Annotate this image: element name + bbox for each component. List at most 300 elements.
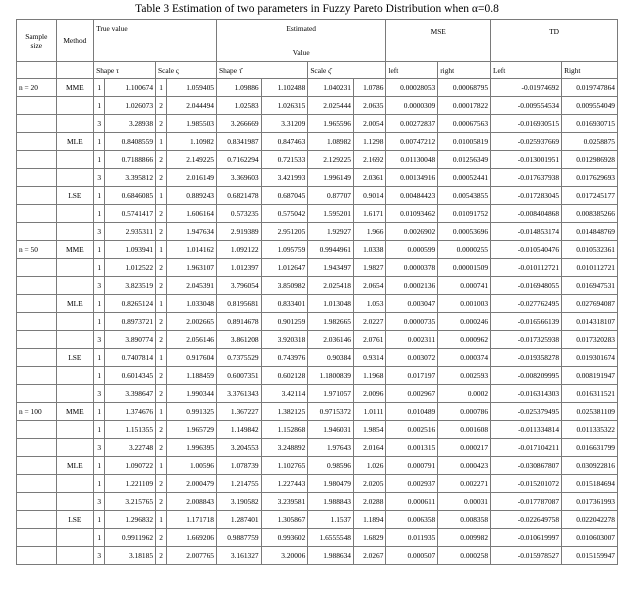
cell-est-scale-upper: 0.9014 — [353, 187, 385, 205]
cell-method — [56, 169, 94, 187]
cell-est-shape-upper: 0.993602 — [261, 529, 308, 547]
cell-scale-index: 2 — [156, 547, 167, 565]
cell-est-scale-lower: 1.965596 — [308, 115, 354, 133]
cell-true-shape: 0.8265124 — [105, 295, 156, 313]
cell-mse-left: 0.002967 — [386, 385, 438, 403]
cell-mse-left: 0.0000309 — [386, 97, 438, 115]
cell-est-scale-upper: 2.1692 — [353, 151, 385, 169]
cell-true-shape: 3.395812 — [105, 169, 156, 187]
cell-scale-index: 1 — [156, 187, 167, 205]
cell-td-right: 0.015159947 — [562, 547, 618, 565]
cell-td-left: -0.022649758 — [491, 511, 562, 529]
cell-td-left: -0.016948055 — [491, 277, 562, 295]
cell-scale-index: 2 — [156, 313, 167, 331]
table-row — [17, 223, 618, 241]
header-td-spacer — [491, 43, 618, 62]
cell-mse-left: 0.0000378 — [386, 259, 438, 277]
cell-est-shape-upper: 0.602128 — [261, 367, 308, 385]
cell-est-scale-upper: 1.966 — [353, 223, 385, 241]
cell-shape-index: 1 — [94, 295, 105, 313]
cell-est-scale-upper: 2.0227 — [353, 313, 385, 331]
header-true-value: True value — [94, 20, 217, 43]
cell-mse-right: 0.000246 — [438, 313, 491, 331]
cell-shape-index: 3 — [94, 331, 105, 349]
cell-mse-left: 0.001315 — [386, 439, 438, 457]
cell-est-scale-lower: 2.025444 — [308, 97, 354, 115]
cell-est-scale-lower: 1.97643 — [308, 439, 354, 457]
cell-est-shape-lower: 1.214755 — [216, 475, 261, 493]
cell-td-left: -0.008404868 — [491, 205, 562, 223]
cell-true-scale: 1.996395 — [167, 439, 217, 457]
sub-scale-varsigma: Scale ς — [156, 62, 217, 79]
cell-est-shape-lower: 3.190582 — [216, 493, 261, 511]
cell-method: MLE — [56, 457, 94, 475]
cell-est-shape-upper: 0.743976 — [261, 349, 308, 367]
cell-sample-size — [17, 493, 57, 511]
cell-true-scale: 1.00596 — [167, 457, 217, 475]
cell-method: MLE — [56, 133, 94, 151]
cell-est-shape-upper: 0.833401 — [261, 295, 308, 313]
cell-est-scale-upper: 2.0054 — [353, 115, 385, 133]
cell-shape-index: 1 — [94, 511, 105, 529]
cell-est-scale-lower: 1.980479 — [308, 475, 354, 493]
cell-shape-index: 1 — [94, 151, 105, 169]
cell-shape-index: 3 — [94, 385, 105, 403]
cell-est-scale-lower: 1.1800839 — [308, 367, 354, 385]
cell-est-shape-lower: 1.078739 — [216, 457, 261, 475]
cell-mse-left: 0.00747212 — [386, 133, 438, 151]
cell-mse-right: 0.00017822 — [438, 97, 491, 115]
cell-mse-right: 0.000741 — [438, 277, 491, 295]
cell-td-right: 0.008385266 — [562, 205, 618, 223]
table-row — [17, 493, 618, 511]
cell-est-shape-upper: 3.248892 — [261, 439, 308, 457]
cell-method — [56, 277, 94, 295]
cell-td-right: 0.017245177 — [562, 187, 618, 205]
cell-true-shape: 0.7407814 — [105, 349, 156, 367]
cell-sample-size — [17, 169, 57, 187]
cell-scale-index: 2 — [156, 169, 167, 187]
cell-est-scale-upper: 0.9314 — [353, 349, 385, 367]
cell-method: MLE — [56, 295, 94, 313]
table-row — [17, 97, 618, 115]
header-estimated-label: Estimated — [286, 24, 316, 33]
cell-mse-right: 0.000217 — [438, 439, 491, 457]
cell-est-scale-lower: 1.988843 — [308, 493, 354, 511]
sub-shape-tau: Shape τ — [94, 62, 156, 79]
cell-est-shape-lower: 3.161327 — [216, 547, 261, 565]
cell-td-right: 0.010112721 — [562, 259, 618, 277]
cell-td-right: 0.016947531 — [562, 277, 618, 295]
cell-est-scale-lower: 1.996149 — [308, 169, 354, 187]
sub-shape-tau-hat: Shape τ̂ — [216, 62, 307, 79]
cell-td-left: -0.014853174 — [491, 223, 562, 241]
cell-scale-index: 2 — [156, 259, 167, 277]
cell-true-shape: 1.012522 — [105, 259, 156, 277]
header-td: TD — [491, 20, 618, 43]
cell-mse-right: 0.000962 — [438, 331, 491, 349]
cell-est-shape-upper: 0.575042 — [261, 205, 308, 223]
table-row — [17, 403, 618, 421]
table-title: Table 3 Estimation of two parameters in Fuzzy Pareto Distribution when α=0.8 — [135, 3, 499, 15]
cell-mse-left: 0.002311 — [386, 331, 438, 349]
cell-td-right: 0.010532361 — [562, 241, 618, 259]
cell-scale-index: 2 — [156, 529, 167, 547]
cell-est-scale-upper: 1.9854 — [353, 421, 385, 439]
cell-method — [56, 331, 94, 349]
cell-est-shape-upper: 3.20006 — [261, 547, 308, 565]
cell-mse-right: 0.01005819 — [438, 133, 491, 151]
cell-scale-index: 2 — [156, 331, 167, 349]
cell-sample-size — [17, 313, 57, 331]
cell-td-left: -0.030867807 — [491, 457, 562, 475]
cell-est-shape-upper: 0.721533 — [261, 151, 308, 169]
cell-td-left: -0.013001951 — [491, 151, 562, 169]
cell-shape-index: 1 — [94, 97, 105, 115]
cell-method — [56, 367, 94, 385]
cell-est-scale-upper: 2.0654 — [353, 277, 385, 295]
table-body — [17, 79, 618, 565]
cell-sample-size — [17, 331, 57, 349]
cell-true-scale: 2.016149 — [167, 169, 217, 187]
cell-shape-index: 1 — [94, 475, 105, 493]
cell-mse-right: 0.00053696 — [438, 223, 491, 241]
cell-true-shape: 0.5741417 — [105, 205, 156, 223]
cell-method — [56, 421, 94, 439]
cell-td-right: 0.025381109 — [562, 403, 618, 421]
sub-method — [56, 62, 94, 79]
table-row — [17, 259, 618, 277]
cell-mse-left: 0.0026902 — [386, 223, 438, 241]
cell-sample-size — [17, 223, 57, 241]
cell-mse-right: 0.002271 — [438, 475, 491, 493]
cell-sample-size — [17, 439, 57, 457]
cell-td-left: -0.025937669 — [491, 133, 562, 151]
header-sample-size: Sample size — [17, 20, 57, 62]
cell-est-shape-lower: 1.149842 — [216, 421, 261, 439]
cell-est-shape-upper: 3.421993 — [261, 169, 308, 187]
cell-true-shape: 0.6846085 — [105, 187, 156, 205]
cell-est-shape-lower: 0.8341987 — [216, 133, 261, 151]
cell-sample-size — [17, 547, 57, 565]
cell-td-right: 0.016631799 — [562, 439, 618, 457]
table-row — [17, 313, 618, 331]
cell-sample-size — [17, 97, 57, 115]
cell-mse-right: 0.000423 — [438, 457, 491, 475]
cell-est-scale-lower: 0.9944961 — [308, 241, 354, 259]
table-row — [17, 367, 618, 385]
cell-est-scale-upper: 2.0096 — [353, 385, 385, 403]
header-estimated — [216, 20, 385, 43]
cell-sample-size — [17, 205, 57, 223]
cell-est-shape-upper: 3.42114 — [261, 385, 308, 403]
cell-est-scale-upper: 1.026 — [353, 457, 385, 475]
cell-scale-index: 2 — [156, 223, 167, 241]
cell-true-shape: 1.374676 — [105, 403, 156, 421]
cell-td-right: 0.022042278 — [562, 511, 618, 529]
cell-td-left: -0.010540476 — [491, 241, 562, 259]
cell-est-scale-lower: 1.1537 — [308, 511, 354, 529]
cell-true-scale: 2.008843 — [167, 493, 217, 511]
cell-true-scale: 1.014162 — [167, 241, 217, 259]
cell-true-scale: 2.000479 — [167, 475, 217, 493]
cell-est-scale-lower: 1.971057 — [308, 385, 354, 403]
cell-true-scale: 2.149225 — [167, 151, 217, 169]
header-value: Value — [216, 43, 385, 62]
cell-td-left: -0.008209995 — [491, 367, 562, 385]
cell-true-scale: 1.033048 — [167, 295, 217, 313]
cell-est-scale-lower: 2.129225 — [308, 151, 354, 169]
cell-est-scale-lower: 1.946031 — [308, 421, 354, 439]
cell-td-left: -0.016566139 — [491, 313, 562, 331]
cell-mse-left: 0.0002136 — [386, 277, 438, 295]
cell-mse-left: 0.000791 — [386, 457, 438, 475]
header-mse: MSE — [386, 20, 491, 43]
cell-est-scale-upper: 1.0786 — [353, 79, 385, 97]
cell-true-scale: 1.10982 — [167, 133, 217, 151]
cell-shape-index: 1 — [94, 313, 105, 331]
cell-sample-size — [17, 457, 57, 475]
cell-est-scale-lower: 2.025418 — [308, 277, 354, 295]
cell-shape-index: 1 — [94, 457, 105, 475]
cell-true-scale: 0.889243 — [167, 187, 217, 205]
cell-true-scale: 0.991325 — [167, 403, 217, 421]
cell-true-scale: 2.007765 — [167, 547, 217, 565]
cell-est-shape-lower: 3.3761343 — [216, 385, 261, 403]
cell-est-shape-upper: 0.901259 — [261, 313, 308, 331]
cell-sample-size — [17, 349, 57, 367]
cell-scale-index: 1 — [156, 403, 167, 421]
cell-mse-right: 0.00031 — [438, 493, 491, 511]
cell-mse-left: 0.006358 — [386, 511, 438, 529]
table-row — [17, 331, 618, 349]
cell-shape-index: 1 — [94, 79, 105, 97]
cell-sample-size — [17, 511, 57, 529]
cell-td-left: -0.010619997 — [491, 529, 562, 547]
cell-true-shape: 3.28938 — [105, 115, 156, 133]
cell-scale-index: 2 — [156, 439, 167, 457]
cell-scale-index: 2 — [156, 493, 167, 511]
cell-method — [56, 439, 94, 457]
cell-mse-left: 0.00484423 — [386, 187, 438, 205]
cell-td-left: -0.027762495 — [491, 295, 562, 313]
cell-mse-left: 0.00272837 — [386, 115, 438, 133]
cell-shape-index: 1 — [94, 349, 105, 367]
sub-sample-size — [17, 62, 57, 79]
cell-td-right: 0.019747864 — [562, 79, 618, 97]
cell-scale-index: 2 — [156, 367, 167, 385]
cell-td-left: -0.015201072 — [491, 475, 562, 493]
table-row — [17, 169, 618, 187]
cell-scale-index: 1 — [156, 457, 167, 475]
cell-est-shape-upper: 1.227443 — [261, 475, 308, 493]
cell-td-right: 0.027694087 — [562, 295, 618, 313]
table-row — [17, 529, 618, 547]
table-row — [17, 79, 618, 97]
cell-method: MME — [56, 79, 94, 97]
cell-shape-index: 3 — [94, 223, 105, 241]
cell-scale-index: 1 — [156, 79, 167, 97]
cell-true-shape: 0.7188866 — [105, 151, 156, 169]
cell-est-scale-lower: 1.943497 — [308, 259, 354, 277]
cell-est-shape-lower: 0.8914678 — [216, 313, 261, 331]
cell-method — [56, 151, 94, 169]
table-row — [17, 241, 618, 259]
cell-td-left: -0.016930515 — [491, 115, 562, 133]
cell-mse-right: 0.00543855 — [438, 187, 491, 205]
cell-est-shape-lower: 1.012397 — [216, 259, 261, 277]
cell-true-shape: 3.18185 — [105, 547, 156, 565]
cell-method — [56, 529, 94, 547]
cell-mse-right: 0.001608 — [438, 421, 491, 439]
cell-td-left: -0.01974692 — [491, 79, 562, 97]
cell-method: LSE — [56, 511, 94, 529]
cell-true-shape: 1.026073 — [105, 97, 156, 115]
cell-est-shape-upper: 1.095759 — [261, 241, 308, 259]
table-row — [17, 349, 618, 367]
cell-mse-right: 0.000786 — [438, 403, 491, 421]
cell-mse-right: 0.00068795 — [438, 79, 491, 97]
cell-mse-right: 0.0002 — [438, 385, 491, 403]
cell-mse-left: 0.000599 — [386, 241, 438, 259]
header-mse-spacer — [386, 43, 491, 62]
cell-sample-size — [17, 151, 57, 169]
cell-mse-left: 0.010489 — [386, 403, 438, 421]
cell-est-scale-upper: 2.0761 — [353, 331, 385, 349]
cell-sample-size — [17, 259, 57, 277]
cell-shape-index: 1 — [94, 259, 105, 277]
cell-method — [56, 313, 94, 331]
cell-mse-left: 0.003072 — [386, 349, 438, 367]
header-row-sub — [17, 62, 618, 79]
cell-shape-index: 3 — [94, 277, 105, 295]
sub-td-right: Right — [562, 62, 618, 79]
cell-shape-index: 1 — [94, 367, 105, 385]
cell-est-scale-upper: 1.6829 — [353, 529, 385, 547]
cell-mse-left: 0.00028053 — [386, 79, 438, 97]
cell-est-scale-upper: 1.6171 — [353, 205, 385, 223]
cell-true-scale: 2.002665 — [167, 313, 217, 331]
cell-est-shape-upper: 1.152868 — [261, 421, 308, 439]
cell-true-scale: 1.669206 — [167, 529, 217, 547]
header-method: Method — [56, 20, 94, 62]
cell-td-right: 0.008191947 — [562, 367, 618, 385]
cell-method: LSE — [56, 187, 94, 205]
cell-mse-right: 0.000258 — [438, 547, 491, 565]
table-row — [17, 295, 618, 313]
cell-est-shape-lower: 1.287401 — [216, 511, 261, 529]
cell-mse-left: 0.003047 — [386, 295, 438, 313]
cell-est-shape-upper: 1.305867 — [261, 511, 308, 529]
cell-est-scale-upper: 2.0288 — [353, 493, 385, 511]
cell-est-scale-lower: 1.982665 — [308, 313, 354, 331]
cell-est-scale-lower: 1.595201 — [308, 205, 354, 223]
sub-td-left: Left — [491, 62, 562, 79]
cell-true-scale: 1.606164 — [167, 205, 217, 223]
cell-sample-size — [17, 295, 57, 313]
cell-shape-index: 1 — [94, 187, 105, 205]
cell-sample-size — [17, 277, 57, 295]
cell-mse-left: 0.011935 — [386, 529, 438, 547]
cell-shape-index: 3 — [94, 169, 105, 187]
cell-true-shape: 1.093941 — [105, 241, 156, 259]
cell-scale-index: 2 — [156, 97, 167, 115]
cell-est-shape-upper: 0.687045 — [261, 187, 308, 205]
cell-true-scale: 1.171718 — [167, 511, 217, 529]
cell-mse-right: 0.001003 — [438, 295, 491, 313]
cell-mse-left: 0.00134916 — [386, 169, 438, 187]
cell-sample-size — [17, 475, 57, 493]
cell-est-scale-upper: 2.0635 — [353, 97, 385, 115]
cell-true-scale: 1.059405 — [167, 79, 217, 97]
cell-est-scale-upper: 2.0361 — [353, 169, 385, 187]
cell-td-right: 0.017629693 — [562, 169, 618, 187]
cell-td-right: 0.010603007 — [562, 529, 618, 547]
cell-est-shape-lower: 3.861208 — [216, 331, 261, 349]
cell-td-left: -0.017637938 — [491, 169, 562, 187]
cell-est-scale-upper: 1.1894 — [353, 511, 385, 529]
cell-true-shape: 3.22748 — [105, 439, 156, 457]
cell-sample-size — [17, 367, 57, 385]
cell-td-right: 0.0258875 — [562, 133, 618, 151]
cell-sample-size — [17, 385, 57, 403]
cell-td-left: -0.011334814 — [491, 421, 562, 439]
cell-est-shape-lower: 0.9887759 — [216, 529, 261, 547]
cell-method — [56, 115, 94, 133]
cell-td-left: -0.016314303 — [491, 385, 562, 403]
cell-td-left: -0.017283045 — [491, 187, 562, 205]
cell-est-scale-lower: 0.87707 — [308, 187, 354, 205]
cell-est-shape-lower: 3.204553 — [216, 439, 261, 457]
cell-true-shape: 1.296832 — [105, 511, 156, 529]
cell-mse-right: 0.01256349 — [438, 151, 491, 169]
cell-td-right: 0.015184694 — [562, 475, 618, 493]
table-row — [17, 277, 618, 295]
cell-shape-index: 3 — [94, 493, 105, 511]
cell-true-scale: 2.056146 — [167, 331, 217, 349]
cell-est-shape-upper: 1.012647 — [261, 259, 308, 277]
table-row — [17, 457, 618, 475]
cell-true-shape: 0.8408559 — [105, 133, 156, 151]
cell-mse-right: 0.00052441 — [438, 169, 491, 187]
table-row — [17, 151, 618, 169]
cell-sample-size — [17, 529, 57, 547]
cell-est-shape-lower: 1.09886 — [216, 79, 261, 97]
cell-true-scale: 2.044494 — [167, 97, 217, 115]
cell-est-scale-lower: 0.98596 — [308, 457, 354, 475]
cell-est-scale-upper: 1.1968 — [353, 367, 385, 385]
cell-est-scale-upper: 1.1298 — [353, 133, 385, 151]
cell-scale-index: 2 — [156, 277, 167, 295]
cell-method — [56, 223, 94, 241]
cell-mse-right: 0.002593 — [438, 367, 491, 385]
cell-td-right: 0.009554049 — [562, 97, 618, 115]
cell-method: LSE — [56, 349, 94, 367]
cell-true-shape: 1.221109 — [105, 475, 156, 493]
cell-td-right: 0.017320283 — [562, 331, 618, 349]
cell-method — [56, 493, 94, 511]
cell-est-shape-lower: 0.7375529 — [216, 349, 261, 367]
cell-method — [56, 547, 94, 565]
cell-est-scale-upper: 2.0164 — [353, 439, 385, 457]
cell-est-shape-upper: 3.239581 — [261, 493, 308, 511]
cell-mse-left: 0.017197 — [386, 367, 438, 385]
cell-true-scale: 0.917604 — [167, 349, 217, 367]
table-row — [17, 205, 618, 223]
cell-sample-size — [17, 421, 57, 439]
cell-scale-index: 1 — [156, 241, 167, 259]
cell-est-shape-lower: 1.02583 — [216, 97, 261, 115]
